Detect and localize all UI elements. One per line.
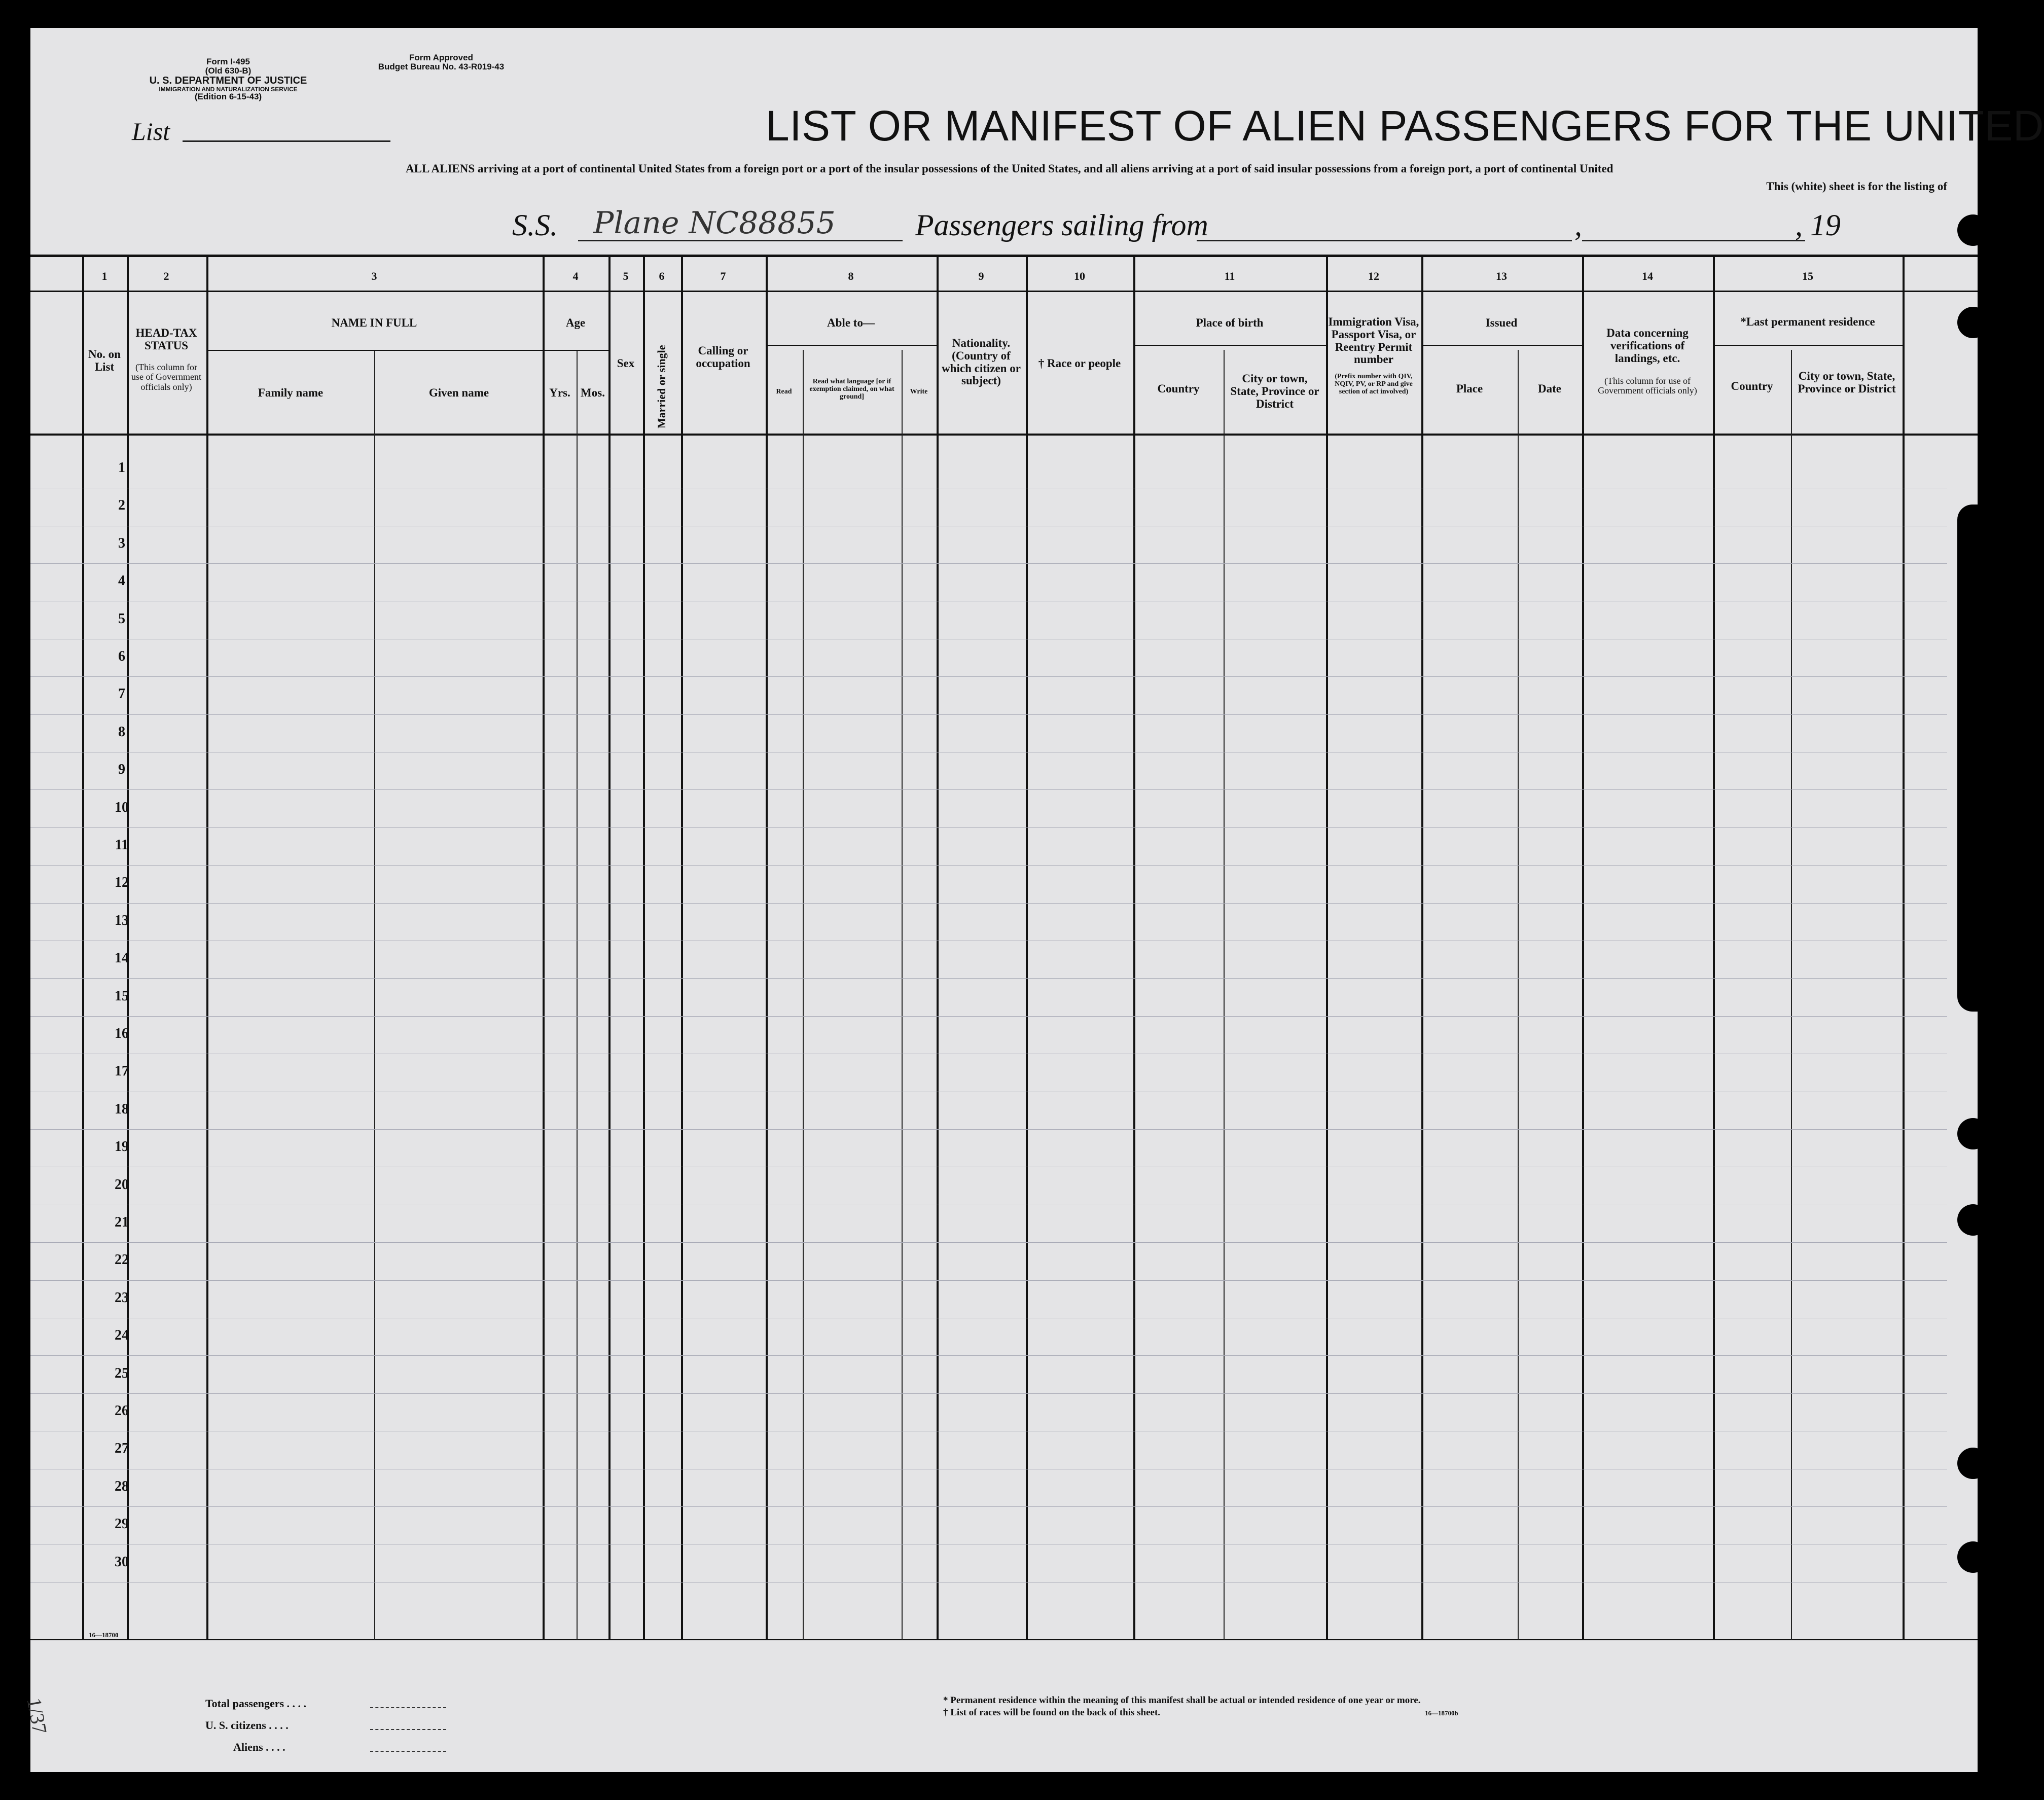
aliens-label: Aliens . . . . [233, 1741, 285, 1753]
row-number: 13 [115, 912, 129, 928]
row-number: 26 [115, 1403, 129, 1419]
col-line [766, 256, 768, 1640]
table-row[interactable] [30, 1355, 1947, 1356]
punch-hole [1957, 307, 1989, 338]
header-calling-occupation: Calling or occupation [696, 344, 750, 370]
old-form-id: (Old 630-B) [205, 65, 252, 76]
header-no-on-list: No. on List [88, 348, 121, 373]
col-line [1713, 256, 1715, 1640]
us-citizens-label: U. S. citizens . . . . [205, 1719, 289, 1732]
col-number: 3 [371, 270, 377, 282]
table-row[interactable] [30, 1242, 1947, 1243]
row-number: 2 [118, 497, 125, 514]
row-number: 5 [118, 610, 125, 627]
row-number: 25 [115, 1365, 129, 1381]
approval-block [355, 53, 527, 71]
col-line [643, 256, 645, 1640]
header-residence-country: Country [1731, 380, 1773, 392]
header-family-name: Family name [258, 386, 324, 399]
header-place-of-birth: Place of birth [1196, 316, 1264, 329]
col-line [1026, 256, 1028, 1640]
column-number-rule [30, 291, 1978, 292]
col-number: 15 [1802, 270, 1813, 282]
header-age-months: Mos. [581, 386, 605, 399]
birth-subheader-rule [1133, 345, 1327, 346]
torn-edge [1957, 505, 1978, 1012]
residence-subheader-rule [1713, 345, 1904, 346]
col-line [803, 350, 804, 1640]
col-number: 2 [163, 270, 169, 282]
header-visa-number: Immigration Visa, Passport Visa, or Reentry Permit number [1328, 315, 1419, 366]
col-number: 12 [1368, 270, 1379, 282]
col-line [1326, 256, 1328, 1640]
table-row[interactable] [30, 1280, 1947, 1281]
table-row[interactable] [30, 563, 1947, 564]
row-number: 12 [115, 875, 129, 891]
row-number: 7 [118, 686, 125, 702]
col-line [1791, 350, 1792, 1640]
approval-text: Form Approved [409, 53, 473, 62]
col-number: 6 [659, 270, 665, 282]
col-number: 11 [1224, 270, 1235, 282]
row-number: 22 [115, 1252, 129, 1268]
header-married-single: Married or single [655, 345, 668, 428]
ship-name-line [578, 240, 903, 241]
col-line [1903, 256, 1905, 1640]
row-number: 9 [118, 762, 125, 778]
col-line [1518, 350, 1519, 1640]
header-age: Age [565, 316, 586, 329]
total-passengers-label: Total passengers . . . . [205, 1697, 307, 1710]
header-sex: Sex [617, 357, 635, 370]
col-line [1133, 256, 1135, 1640]
edition-date: (Edition 6-15-43) [194, 92, 262, 102]
row-number: 21 [115, 1214, 129, 1230]
row-number: 10 [115, 799, 129, 815]
print-code-2: 16—18700b [1425, 1709, 1458, 1717]
col-line [681, 256, 683, 1640]
col-number: 1 [101, 270, 107, 282]
age-subheader-rule [543, 350, 609, 351]
col-number: 7 [720, 270, 726, 282]
form-id-block [132, 57, 325, 101]
table-row[interactable] [30, 676, 1947, 677]
row-number: 20 [115, 1176, 129, 1193]
col-line [1224, 350, 1225, 1640]
table-row[interactable] [30, 789, 1947, 790]
punch-hole [1957, 214, 1989, 246]
intro-text: ALL ALIENS arriving at a port of continental United States from a foreign port or a port of the insular possessions of the United States, and all aliens arriving at a port of said insular possessions from a foreign port, a port of continental United [406, 162, 1613, 175]
table-row[interactable] [30, 1016, 1947, 1017]
col-line [577, 350, 578, 1640]
row-number: 27 [115, 1441, 129, 1457]
sailing-date-line [1582, 240, 1805, 241]
header-landing-data-note: (This column for use of Government officials only) [1598, 376, 1697, 396]
col-line [1582, 256, 1584, 1640]
header-issued: Issued [1485, 316, 1518, 329]
manifest-sheet [22, 28, 2044, 1772]
table-row[interactable] [30, 903, 1947, 904]
row-number: 11 [115, 837, 129, 853]
header-read-language: Read what language [or if exemption claimed, on what ground] [809, 378, 894, 401]
row-number: 30 [115, 1554, 129, 1570]
total-passengers-line[interactable] [370, 1707, 446, 1708]
col-line [374, 350, 375, 1640]
header-residence-city: City or town, State, Province or District [1798, 370, 1896, 395]
punch-hole [1957, 1204, 1989, 1236]
row-number: 18 [115, 1101, 129, 1117]
col-number: 8 [848, 270, 854, 282]
header-visa-note: (Prefix number with QIV, NQIV, PV, or RP and give section of act involved) [1335, 373, 1413, 396]
row-number: 4 [118, 573, 125, 589]
table-top-rule [30, 255, 1978, 257]
header-head-tax-note: (This column for use of Government officials only) [131, 362, 201, 392]
name-subheader-rule [206, 350, 544, 351]
header-given-name: Given name [428, 386, 489, 399]
header-bottom-rule [30, 434, 1978, 436]
col-number: 10 [1074, 270, 1085, 282]
row-number: 3 [118, 535, 125, 551]
col-number: 9 [978, 270, 984, 282]
header-write: Write [910, 388, 928, 395]
punch-hole [1957, 1448, 1989, 1479]
col-line [543, 256, 545, 1640]
table-row[interactable] [30, 978, 1947, 979]
table-row[interactable] [30, 827, 1947, 828]
header-name-in-full: NAME IN FULL [331, 316, 417, 329]
row-number: 23 [115, 1289, 129, 1306]
header-head-tax: HEAD-TAX STATUS [135, 327, 197, 352]
row-number: 24 [115, 1327, 129, 1344]
sailing-port-line [1197, 240, 1572, 241]
row-number: 1 [118, 460, 125, 476]
table-row[interactable] [30, 1506, 1947, 1507]
ss-label: S.S. [512, 208, 558, 242]
punch-hole [1957, 1541, 1989, 1573]
issued-subheader-rule [1421, 345, 1583, 346]
table-row[interactable] [30, 865, 1947, 866]
year-label: , 19 [1795, 208, 1841, 242]
header-read: Read [776, 388, 792, 395]
col-number: 4 [572, 270, 579, 282]
col-line [1421, 256, 1423, 1640]
col-number: 5 [623, 270, 629, 282]
table-row[interactable] [30, 1393, 1947, 1394]
row-number: 6 [118, 649, 125, 664]
row-number: 29 [115, 1516, 129, 1532]
us-citizens-line[interactable] [370, 1729, 446, 1730]
print-code: 16—18700 [89, 1631, 119, 1639]
row-number: 14 [115, 950, 129, 966]
header-landing-data: Data concerning verifications of landings, etc. [1606, 327, 1689, 365]
row-number: 8 [118, 724, 125, 740]
table-row[interactable] [30, 714, 1947, 715]
list-label: List [132, 117, 170, 146]
department-name: U. S. DEPARTMENT OF JUSTICE [149, 75, 307, 86]
aliens-line[interactable] [370, 1751, 446, 1752]
col-line [937, 256, 939, 1640]
header-race-people: † Race or people [1038, 357, 1121, 370]
col-number: 14 [1642, 270, 1653, 282]
race-footnote: † List of races will be found on the back of this sheet. [943, 1707, 1161, 1718]
row-number: 19 [115, 1139, 129, 1155]
row-number: 17 [115, 1063, 129, 1079]
col-line [608, 256, 611, 1640]
comma-mark: , [1574, 208, 1582, 242]
row-number: 15 [115, 988, 129, 1004]
budget-number: Budget Bureau No. 43-R019-43 [378, 61, 505, 71]
ship-name-handwritten: Plane NC88855 [593, 205, 836, 241]
table-bottom-rule [30, 1639, 1978, 1640]
margin-mark: 1/37 [22, 1696, 52, 1736]
able-subheader-rule [766, 345, 938, 346]
header-able-to: Able to— [827, 316, 875, 329]
col-number: 13 [1496, 270, 1507, 282]
header-birth-country: Country [1157, 382, 1200, 395]
sailing-label: Passengers sailing from [915, 208, 1208, 242]
list-number-line [183, 140, 390, 142]
service-name: IMMIGRATION AND NATURALIZATION SERVICE [159, 85, 298, 93]
table-row[interactable] [30, 1129, 1947, 1130]
header-last-residence: *Last permanent residence [1740, 315, 1875, 328]
header-birth-city: City or town, State, Province or District [1230, 372, 1319, 410]
residence-footnote: * Permanent residence within the meaning of this manifest shall be actual or intended residence of one year or more. [943, 1695, 1421, 1706]
header-nationality: Nationality. (Country of which citizen or subject) [942, 337, 1021, 387]
header-issued-date: Date [1538, 382, 1561, 395]
intro-text-2: This (white) sheet is for the listing of [1766, 180, 1947, 193]
header-age-years: Yrs. [549, 386, 570, 399]
form-id: Form I-495 [206, 57, 250, 66]
row-number: 28 [115, 1478, 129, 1494]
punch-hole [1957, 1118, 1989, 1149]
row-number: 16 [115, 1026, 129, 1041]
col-line [902, 350, 903, 1640]
page-title: LIST OR MANIFEST OF ALIEN PASSENGERS FOR THE UNITED [766, 102, 2044, 150]
header-issued-place: Place [1456, 382, 1483, 395]
col-line [206, 256, 208, 1640]
col-line [82, 256, 84, 1640]
